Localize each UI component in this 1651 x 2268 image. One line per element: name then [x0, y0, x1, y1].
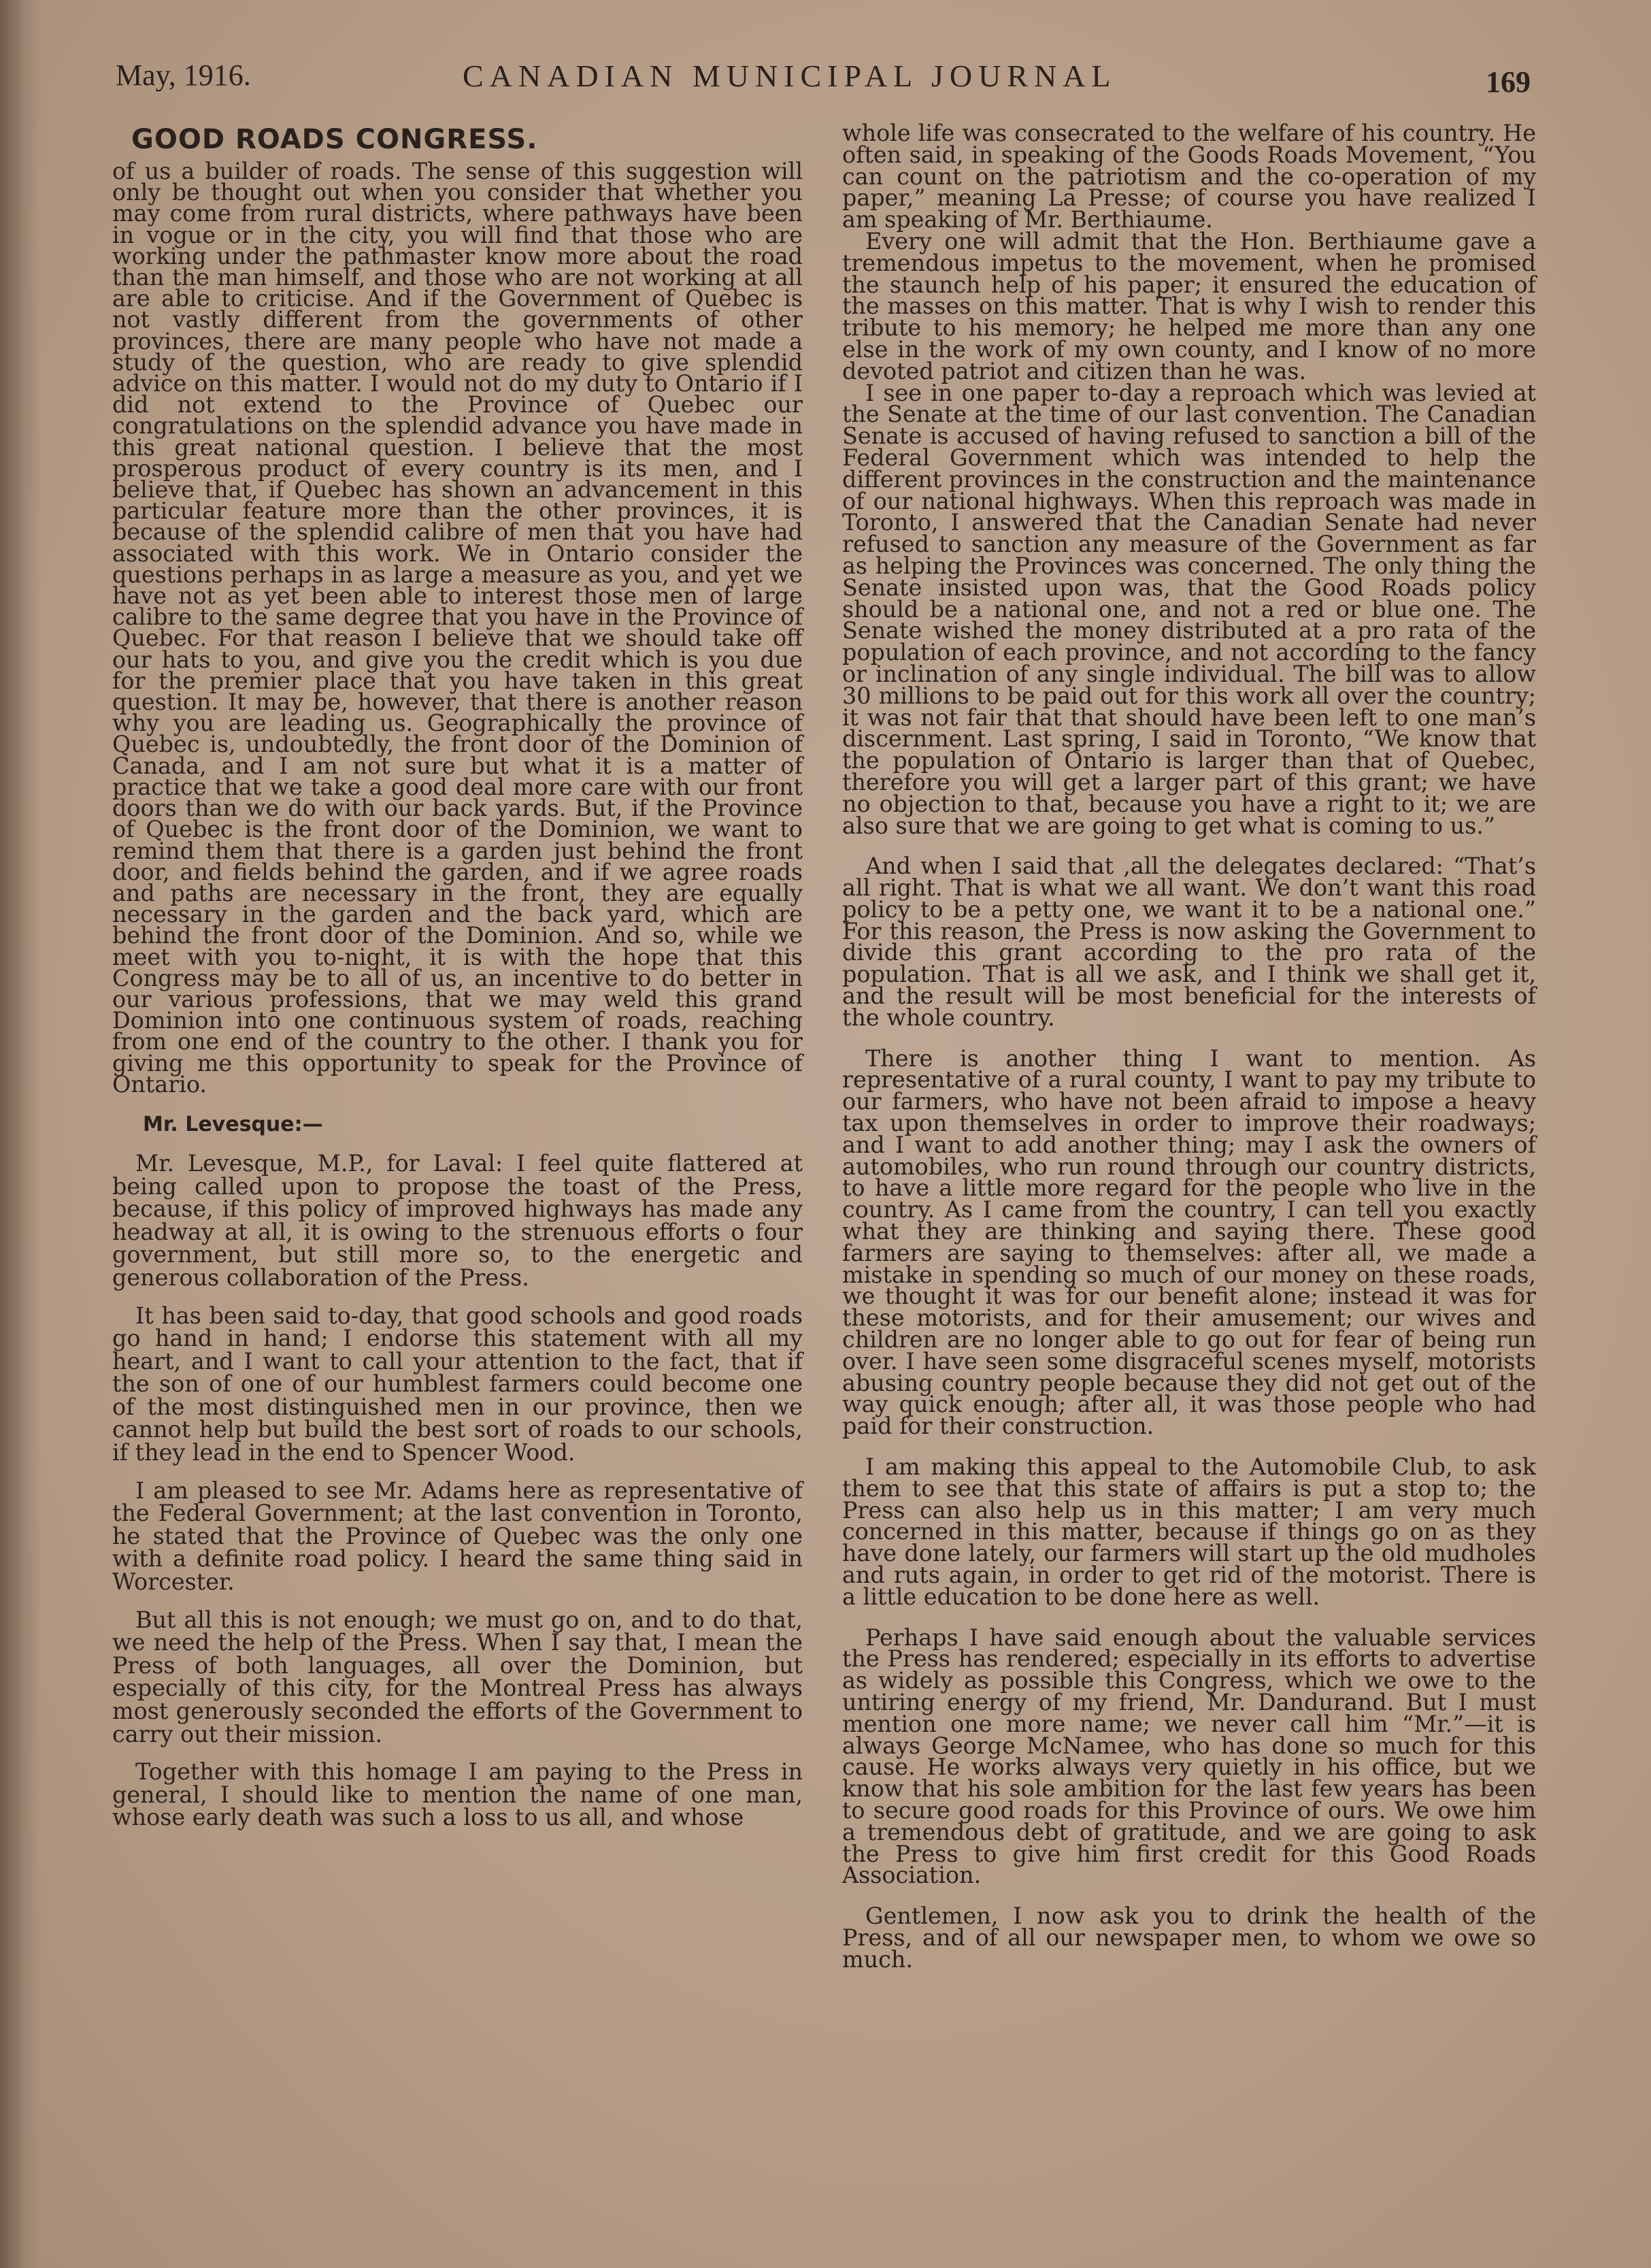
- page-number: 169: [1486, 65, 1531, 99]
- right-column: [842, 122, 1536, 1971]
- left-column-body: [112, 158, 803, 1831]
- paragraph: There is another thing I want to mention. As representative of a rural county, I want to pay my tribute to our farmers, who have not been afraid to impose a heavy tax upon themselves in order to improve their roadways; and I want to add another thing; may I ask the owners of automobiles, who run round through our country districts, to have a little more regard for the people who live in the country. As I came from the country, I can tell you exactly what they are thinking and saying there. These good farmers are saying to themselves: after all, we made a mistake in spending so much of our money on these roads, we thought it was for our benefit alone; instead it was for these motorists, and for their amusement; our wives and children are no longer able to go out for fear of being run over. I have seen some disgraceful scenes myself, motorists abusing country people because they did not get out of the way quick enough; after all, it was those people who had paid for their construction.: [842, 1045, 1536, 1440]
- paragraph: Gentlemen, I now ask you to drink the health of the Press, and of all our newspaper men, to whom we owe so much.: [842, 1903, 1536, 1973]
- paragraph: Mr. Levesque, M.P., for Laval: I feel quite flattered at being called upon to propose the toast of the Press, because, if this policy of improved highways has made any headway at all, it is owing to the strenuous efforts o four government, but still more so, to the energetic and generous collaboration of the Press.: [112, 1149, 803, 1291]
- binding-shadow: [0, 0, 41, 2268]
- paragraph: And when I said that ,all the delegates declared: “That’s all right. That is what we all want. We don’t want this road policy to be a petty one, we want it to be a national one.” For this reason, the Press is now asking the Government to divide this grant according to the pro rata of the population. That is all we ask, and I think we shall get it, and the result will be most beneficial for the interests of the whole country.: [842, 853, 1536, 1031]
- paragraph: It has been said to-day, that good schools and good roads go hand in hand; I endorse this statement with all my heart, and I want to call your attention to the fact, that if the son of one of our humblest farmers could become one of the most distinguished men in our province, then we cannot help but build the best sort of roads to our schools, if they lead in the end to Spencer Wood.: [112, 1302, 803, 1466]
- article-heading: GOOD ROADS CONGRESS.: [131, 124, 538, 155]
- journal-title: CANADIAN MUNICIPAL JOURNAL: [463, 59, 1117, 93]
- issue-date: May, 1916.: [116, 59, 251, 92]
- paragraph: Every one will admit that the Hon. Berthiaume gave a tremendous impetus to the movement, when he promised the staunch help of his paper; it ensured the education of the masses on this matter. That is why I wish to render this tribute to his memory; he helped me more than any one else in the work of my own county, and I know of no more devoted patriot and citizen than he was.: [842, 227, 1536, 384]
- paragraph: I am pleased to see Mr. Adams here as representative of the Federal Government; at the last convention in Toronto, he stated that the Province of Quebec was the only one with a definite road policy. I heard the same thing said in Worcester.: [112, 1477, 803, 1596]
- paragraph: Together with this homage I am paying to the Press in general, I should like to mention the name of one man, whose early death was such a loss to us all, and whose: [112, 1758, 803, 1831]
- paragraph: of us a builder of roads. The sense of this suggestion will only be thought out when you consider that whether you may come from rural districts, where pathways have been in vogue or in the city, you will find that those who are working under the pathmaster know more about the road than the man himself, and those who are not working at all are able to criticise. And if the Government of Quebec is not vastly different from the governments of other provinces, there are many people who have not made a study of the question, who are ready to give splendid advice on this matter. I would not do my duty to Ontario if I did not extend to the Province of Quebec our congratulations on the splendid advance you have made in this great national question. I believe that the most prosperous product of every country is its men, and I believe that, if Quebec has shown an advancement in this particular feature more than the other provinces, it is because of the splendid calibre of men that you have had associated with this work. We in Ontario consider the questions perhaps in as large a measure as you, and yet we have not as yet been able to interest those men of large calibre to the same degree that you have in the Province of Quebec. For that reason I believe that we should take off our hats to you, and give you the credit which is you due for the premier place that you have taken in this great question. It may be, however, that there is another reason why you are leading us. Geographically the province of Quebec is, undoubtedly, the front door of the Dominion of Canada, and I am not sure but what it is a matter of practice that we take a good deal more care with our front doors than we do with our back yards. But, if the Province of Quebec is the front door of the Dominion, we want to remind them that there is a garden just behind the front door, and fields behind the garden, and if we agree roads and paths are necessary in the front, they are equally necessary in the garden and the back yard, which are behind the front door of the Dominion. And so, while we meet with you to-night, it is with the hope that this Congress may be to all of us, an incentive to do better in our various professions, that we may weld this grand Dominion into one continuous system of roads, reaching from one end of the country to the other. I thank you for giving me this opportunity to speak for the Province of Ontario.: [112, 158, 803, 1098]
- speaker-heading: Mr. Levesque:—: [143, 1112, 323, 1136]
- paragraph: Perhaps I have said enough about the valuable services the Press has rendered; especially in its efforts to advertise as widely as possible this Congress, which we owe to the untiring energy of my friend, Mr. Dandurand. But I must mention one more name; we never call him “Mr.”—it is always George McNamee, who has done so much for this cause. He works always very quietly in his office, but we know that his sole ambition for the last few years has been to secure good roads for this Province of ours. We owe him a tremendous debt of gratitude, and we are going to ask the Press to give him first credit for this Good Roads Association.: [842, 1624, 1536, 1889]
- paragraph: whole life was consecrated to the welfare of his country. He often said, in speaking of the Goods Roads Movement, “You can count on the patriotism and the co-operation of my paper,” meaning La Presse; of course you have realized I am speaking of Mr. Berthiaume.: [842, 120, 1536, 233]
- paragraph: But all this is not enough; we must go on, and to do that, we need the help of the Press. When I say that, I mean the Press of both languages, all over the Dominion, but especially of this city, for the Montreal Press has always most generously seconded the efforts of the Government to carry out their mission.: [112, 1606, 803, 1747]
- paragraph: I see in one paper to-day a reproach which was levied at the Senate at the time of our last convention. The Canadian Senate is accused of having refused to sanction a bill of the Federal Government which was intended to help the different provinces in the construction and the maintenance of our national highways. When this reproach was made in Toronto, I answered that the Canadian Senate had never refused to sanction any measure of the Government as far as helping the Provinces was concerned. The only thing the Senate insisted upon was, that the Good Roads policy should be a national one, and not a red or blue one. The Senate wished the money distributed at a pro rata of the population of each province, and not according to the fancy or inclination of any single individual. The bill was to allow 30 millions to be paid out for this work all over the country; it was not fair that that should have been left to one man’s discernment. Last spring, I said in Toronto, “We know that the population of Ontario is larger than that of Quebec, therefore you will get a larger part of this grant; we have no objection to that, because you have a right to it; we are also sure that we are going to get what is coming to us.”: [842, 379, 1536, 839]
- running-header: [116, 58, 1531, 105]
- left-column: [112, 122, 803, 1829]
- paragraph: I am making this appeal to the Automobile Club, to ask them to see that this state of affairs is put a stop to; the Press can also help us in this matter; I am very much concerned in this matter, because if things go on as they have done lately, our farmers will start up the old mudholes and ruts again, in order to get rid of the motorist. There is a little education to be done here as well.: [842, 1453, 1536, 1610]
